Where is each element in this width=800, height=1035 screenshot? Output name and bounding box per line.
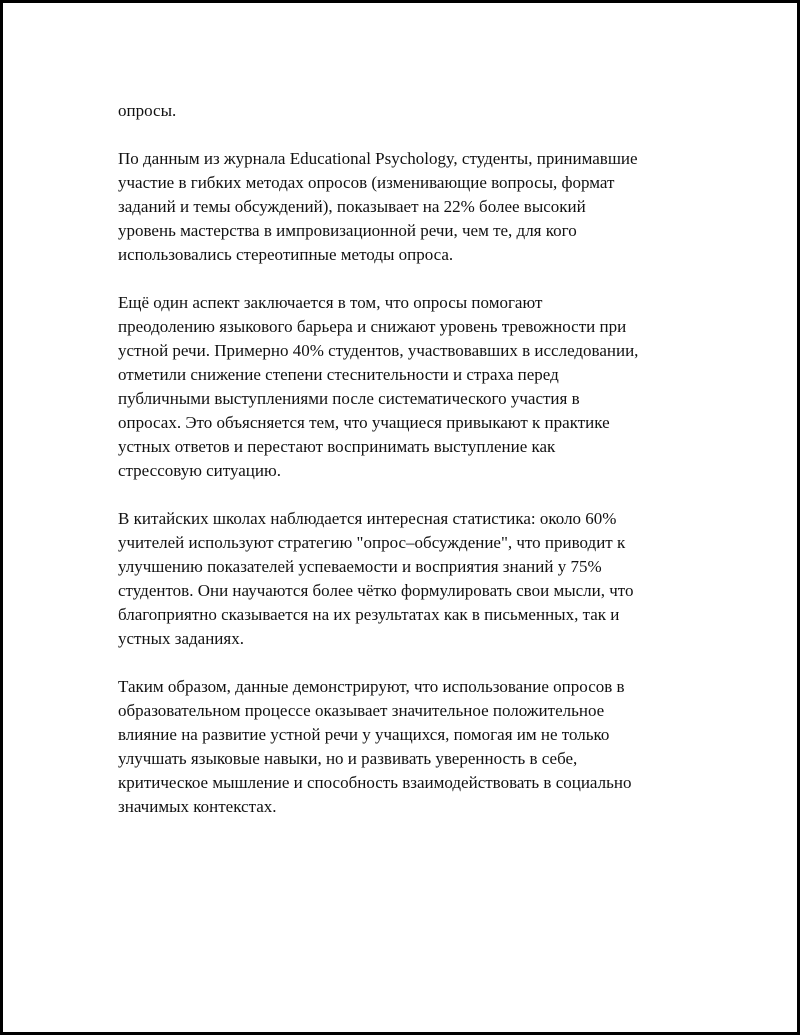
paragraph-4: В китайских школах наблюдается интересная статистика: около 60% учителей используют стратегию "опрос–обсуждение", что приводит к улучшению показателей успеваемости и восприятия знаний у 75% студентов. Они научаются более чётко формулировать свои мысли, что благоприятно сказывается на их результатах как в письменных, так и устных заданиях. [118, 509, 634, 648]
paragraph-3: Ещё один аспект заключается в том, что опросы помогают преодолению языкового барьера и снижают уровень тревожности при устной речи. Примерно 40% студентов, участвовавших в исследовании, отметили снижение степени стеснительности и страха перед публичными выступлениями после систематического участия в опросах. Это объясняется тем, что учащиеся привыкают к практике устных ответов и перестают воспринимать выступление как стрессовую ситуацию. [118, 293, 639, 480]
document-body [118, 99, 708, 843]
paragraph-1: опросы. [118, 101, 177, 120]
paragraph-2: По данным из журнала Educational Psychology, студенты, принимавшие участие в гибких методах опросов (изменивающие вопросы, формат заданий и темы обсуждений), показывает на 22% более высокий уровень мастерства в импровизационной речи, чем те, для кого использовались стереотипные методы опроса. [118, 149, 638, 264]
paragraph-5: Таким образом, данные демонстрируют, что использование опросов в образовательном процессе оказывает значительное положительное влияние на развитие устной речи у учащихся, помогая им не только улучшать языковые навыки, но и развивать уверенность в себе, критическое мышление и способность взаимодействовать в социально значимых контекстах. [118, 677, 632, 816]
